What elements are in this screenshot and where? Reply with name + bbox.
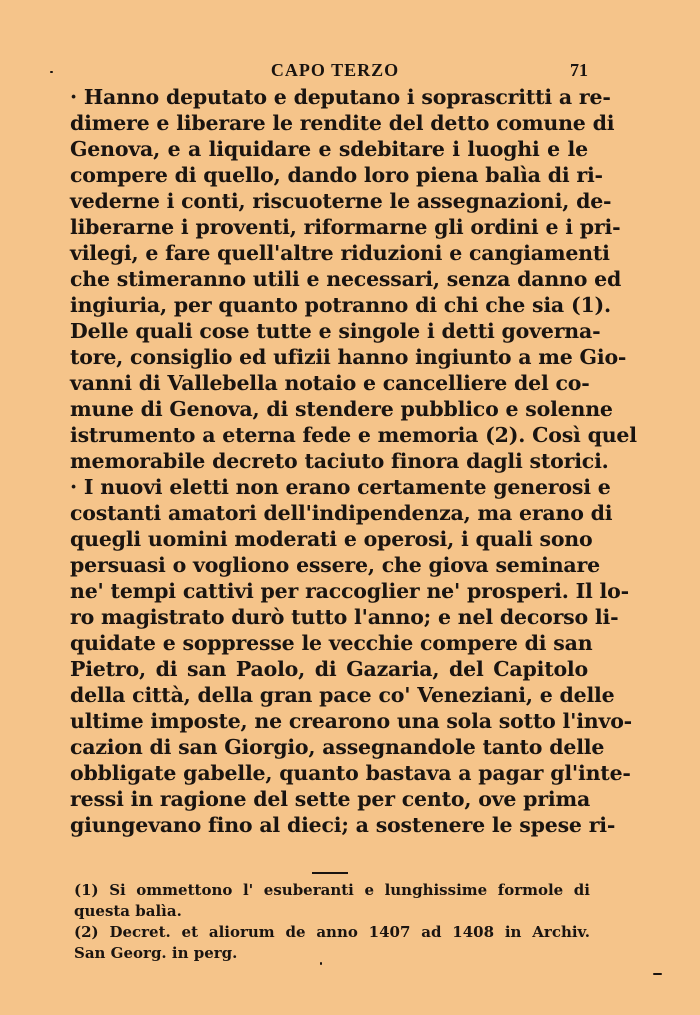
text-line: ingiuria, per quanto potranno di chi che sia (1). xyxy=(70,293,611,317)
running-title: CAPO TERZO xyxy=(270,60,400,80)
text-line: Genova, e a liquidare e sdebitare i luoghi e le xyxy=(70,137,588,161)
text-line: tore, consiglio ed ufizii hanno ingiunto a me Gio- xyxy=(70,345,627,369)
text-line: ne' tempi cattivi per raccoglier ne' prosperi. Il lo- xyxy=(70,579,629,603)
text-line: della città, della gran pace co' Veneziani, e delle xyxy=(70,683,615,707)
text-line: vilegi, e fare quell'altre riduzioni e cangiamenti xyxy=(70,241,610,265)
footnote-line: (2) Decret. et aliorum de anno 1407 ad 1408 in Archiv. xyxy=(74,923,590,941)
print-speck xyxy=(50,71,53,73)
text-line: · I nuovi eletti non erano certamente generosi e xyxy=(70,475,611,499)
text-line: quegli uomini moderati e operosi, i quali sono xyxy=(70,527,593,551)
footnote-rule xyxy=(312,872,348,874)
text-line: compere di quello, dando loro piena balìa di ri- xyxy=(70,163,603,187)
text-line: cazion di san Giorgio, assegnandole tanto delle xyxy=(70,735,605,759)
text-line: ressi in ragione del sette per cento, ove prima xyxy=(70,787,591,811)
text-line: dimere e liberare le rendite del detto comune di xyxy=(70,111,615,135)
text-line: ro magistrato durò tutto l'anno; e nel decorso li- xyxy=(70,605,619,629)
text-line: vanni di Vallebella notaio e cancelliere del co- xyxy=(70,371,590,395)
text-line: vederne i conti, riscuoterne le assegnazioni, de- xyxy=(70,189,612,213)
text-line: · Hanno deputato e deputano i soprascritti a re- xyxy=(70,85,611,109)
footnote-line: San Georg. in perg. xyxy=(74,944,238,962)
text-line: quidate e soppresse le vecchie compere di san xyxy=(70,631,593,655)
print-speck xyxy=(653,973,662,975)
text-line: persuasi o vogliono essere, che giova seminare xyxy=(70,553,600,577)
text-line: mune di Genova, di stendere pubblico e solenne xyxy=(70,397,613,421)
text-line: obbligate gabelle, quanto bastava a pagar gl'inte- xyxy=(70,761,631,785)
text-line: ultime imposte, ne crearono una sola sotto l'invo- xyxy=(70,709,632,733)
text-line: liberarne i proventi, riformarne gli ordini e i pri- xyxy=(70,215,621,239)
print-speck xyxy=(320,962,322,965)
text-line: memorabile decreto taciuto finora dagli storici. xyxy=(70,449,609,473)
text-line: Pietro, di san Paolo, di Gazaria, del Capitolo xyxy=(70,657,588,681)
text-line: istrumento a eterna fede e memoria (2). Così quel xyxy=(70,423,637,447)
body-text xyxy=(70,84,637,838)
text-line: che stimeranno utili e necessari, senza danno ed xyxy=(70,267,622,291)
footnotes xyxy=(74,880,590,964)
footnote-line: (1) Si ommettono l' esuberanti e lunghissime formole di xyxy=(74,881,590,899)
text-line: giungevano fino al dieci; a sostenere le spese ri- xyxy=(70,813,616,837)
text-line: Delle quali cose tutte e singole i detti governa- xyxy=(70,319,601,343)
footnote-line: questa balìa. xyxy=(74,902,182,920)
text-line: costanti amatori dell'indipendenza, ma erano di xyxy=(70,501,613,525)
page-number: 71 xyxy=(570,60,588,80)
running-head xyxy=(70,60,600,84)
